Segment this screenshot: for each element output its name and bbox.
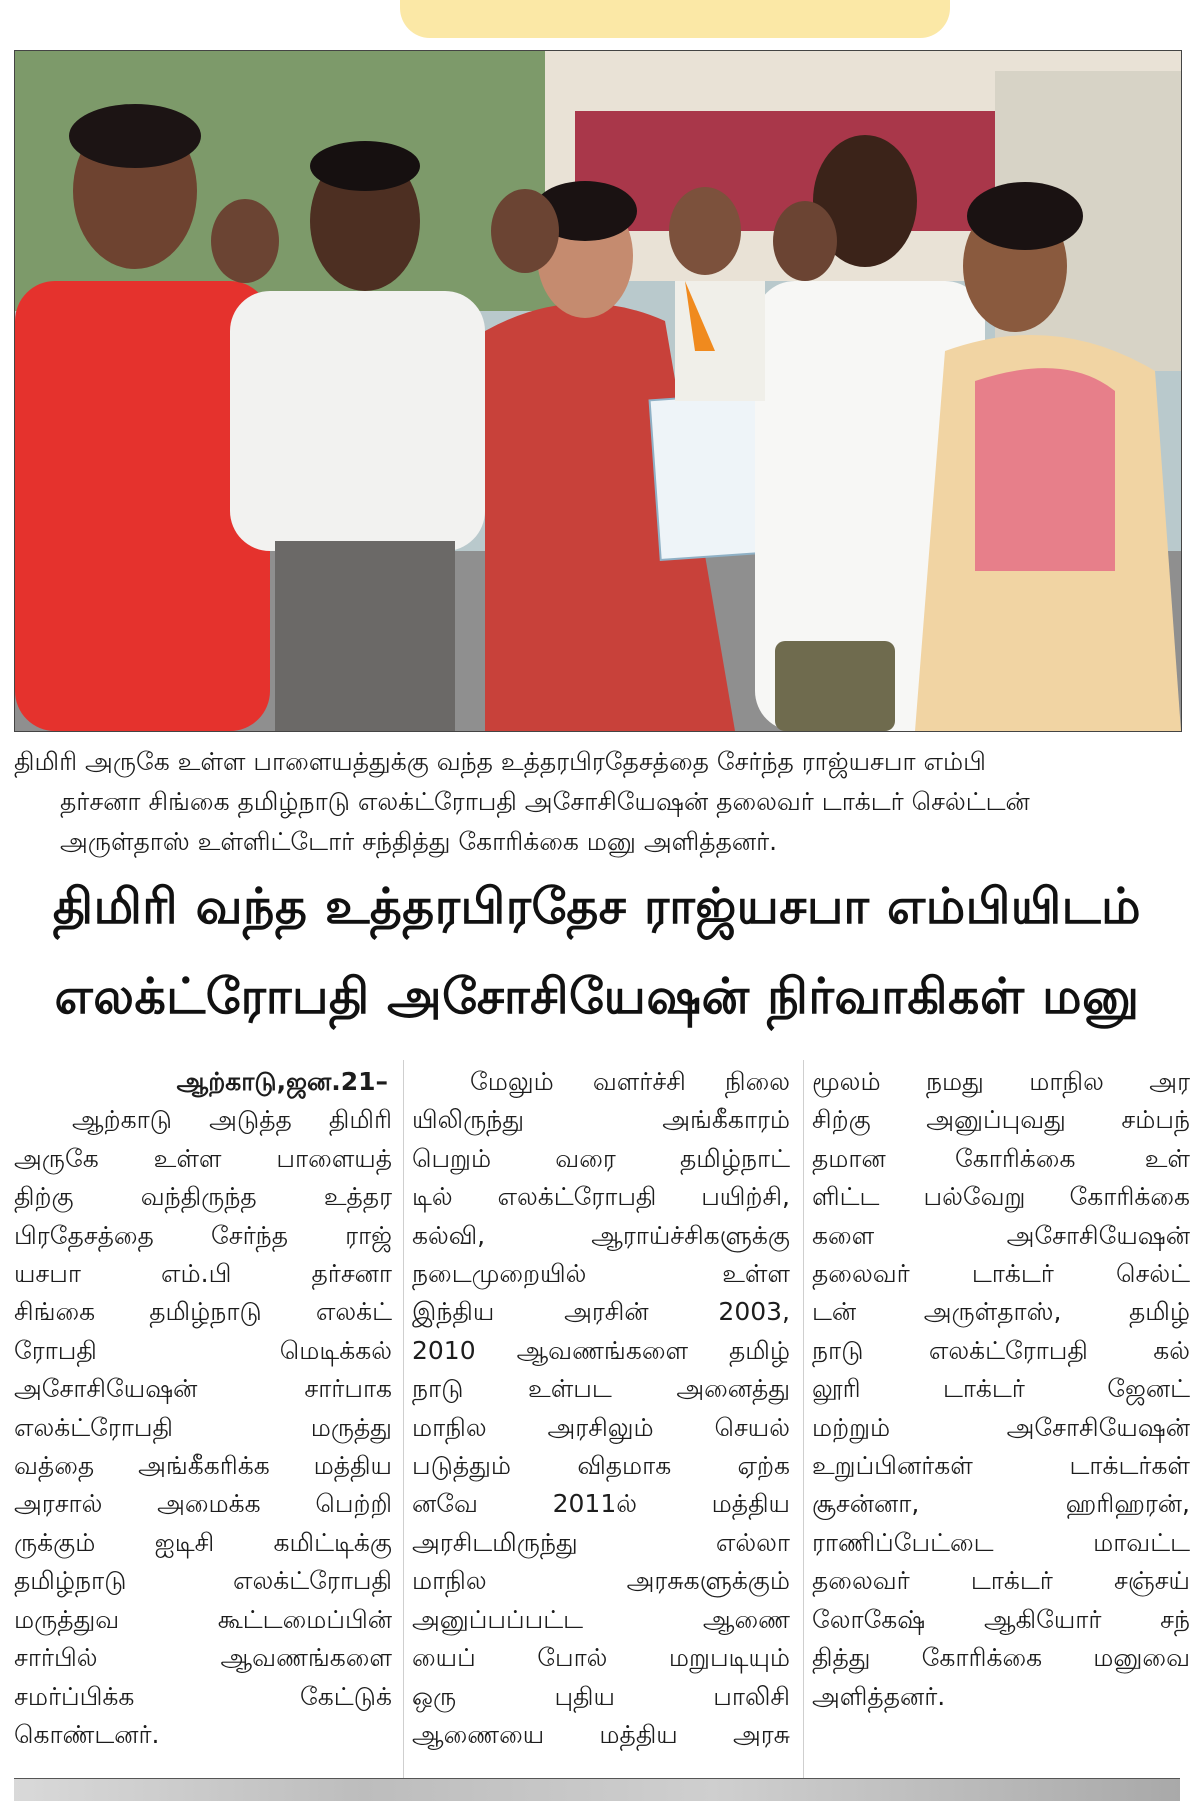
article-line: மாநில அரசுகளுக்கும் bbox=[412, 1566, 790, 1596]
article-line: அரசிடமிருந்து எல்லா bbox=[412, 1527, 790, 1557]
article-line: அருகே உள்ள பாளையத் bbox=[14, 1143, 392, 1173]
article-line: மருத்துவ கூட்டமைப்பின் bbox=[14, 1604, 392, 1634]
caption-line: திமிரி அருகே உள்ள பாளையத்துக்கு வந்த உத்தரபிரதேசத்தை சேர்ந்த ராஜ்யசபா எம்பி bbox=[14, 747, 986, 776]
article-line: தமிழ்நாடு எலக்ட்ரோபதி bbox=[14, 1566, 392, 1596]
article-line: தலைவர் டாக்டர் செல்ட் bbox=[812, 1259, 1190, 1289]
article-line: ஆற்காடு அடுத்த திமிரி bbox=[72, 1105, 392, 1135]
article-line: ஒரு புதிய பாலிசி bbox=[412, 1681, 790, 1711]
article-line: வத்தை அங்கீகரிக்க மத்திய bbox=[14, 1451, 392, 1481]
article-line: தமான கோரிக்கை உள் bbox=[812, 1143, 1190, 1173]
article-line: இந்திய அரசின் 2003, bbox=[412, 1297, 790, 1327]
article-line: சிங்கை தமிழ்நாடு எலக்ட் bbox=[14, 1297, 392, 1327]
photo-caption bbox=[14, 742, 1180, 862]
caption-line: அருள்தாஸ் உள்ளிட்டோர் சந்தித்து கோரிக்கை மனு அளித்தனர். bbox=[60, 827, 778, 856]
article-column-2 bbox=[412, 1063, 790, 1754]
article-line: நடைமுறையில் உள்ள bbox=[412, 1259, 790, 1289]
article-line: எலக்ட்ரோபதி மருத்து bbox=[14, 1412, 392, 1442]
article-line: அரசால் அமைக்க பெற்றி bbox=[14, 1489, 392, 1519]
article-line: ஆணையை மத்திய அரசு bbox=[412, 1719, 790, 1749]
dateline: ஆற்காடு,ஜன.21– bbox=[176, 1067, 388, 1096]
article-line: ரோபதி மெடிக்கல் bbox=[14, 1335, 392, 1365]
article-line: தித்து கோரிக்கை மனுவை bbox=[812, 1643, 1190, 1673]
article-line: அனுப்பப்பட்ட ஆணை bbox=[412, 1604, 790, 1634]
article-line: மாநில அரசிலும் செயல் bbox=[412, 1412, 790, 1442]
article-line: டன் அருள்தாஸ், தமிழ் bbox=[812, 1297, 1190, 1327]
article-line: ருக்கும் ஐடிசி கமிட்டிக்கு bbox=[14, 1527, 392, 1557]
news-photo-illustration bbox=[15, 51, 1181, 731]
article-line: மேலும் வளர்ச்சி நிலை bbox=[470, 1067, 790, 1096]
article-line: மற்றும் அசோசியேஷன் bbox=[812, 1412, 1190, 1442]
article-line: கல்வி, ஆராய்ச்சிகளுக்கு bbox=[412, 1220, 790, 1250]
article-line: களை அசோசியேஷன் bbox=[812, 1220, 1190, 1250]
article-line: சமர்ப்பிக்க கேட்டுக் bbox=[14, 1681, 392, 1711]
headline-line: திமிரி வந்த உத்தரபிரதேச ராஜ்யசபா எம்பியிடம் bbox=[52, 878, 1142, 935]
article-line: யிலிருந்து அங்கீகாரம் bbox=[412, 1105, 790, 1135]
article-line: நாடு எலக்ட்ரோபதி கல் bbox=[812, 1335, 1190, 1365]
article-column-1 bbox=[14, 1063, 392, 1754]
article-line: சிற்கு அனுப்புவது சம்பந் bbox=[812, 1105, 1190, 1135]
article-line: படுத்தும் விதமாக ஏற்க bbox=[412, 1451, 790, 1481]
headline bbox=[14, 862, 1180, 1042]
article-line: யைப் போல் மறுபடியும் bbox=[412, 1643, 790, 1673]
column-divider bbox=[403, 1060, 404, 1780]
article-line: யசபா எம்.பி தர்சனா bbox=[14, 1259, 392, 1289]
article-line: உறுப்பினர்கள் டாக்டர்கள் bbox=[812, 1451, 1190, 1481]
next-photo-edge bbox=[14, 1778, 1180, 1801]
column-divider bbox=[803, 1060, 804, 1780]
article-line: ராணிப்பேட்டை மாவட்ட bbox=[812, 1527, 1190, 1557]
article-line: நாடு உள்பட அனைத்து bbox=[412, 1374, 790, 1404]
header-tab bbox=[400, 0, 950, 38]
article-line: டில் எலக்ட்ரோபதி பயிற்சி, bbox=[412, 1182, 790, 1212]
article-line: பெறும் வரை தமிழ்நாட் bbox=[412, 1143, 790, 1173]
article-line: மூலம் நமது மாநில அர bbox=[812, 1067, 1190, 1096]
news-photo bbox=[14, 50, 1182, 732]
article-column-3 bbox=[812, 1063, 1190, 1716]
article-line: அளித்தனர். bbox=[812, 1681, 946, 1711]
article-line: சார்பில் ஆவணங்களை bbox=[14, 1643, 392, 1673]
article-line: திற்கு வந்திருந்த உத்தர bbox=[14, 1182, 392, 1212]
article-line: சூசன்னா, ஹரிஹரன், bbox=[812, 1489, 1190, 1519]
article-line: 2010 ஆவணங்களை தமிழ் bbox=[412, 1335, 790, 1365]
article-line: ளிட்ட பல்வேறு கோரிக்கை bbox=[812, 1182, 1190, 1212]
caption-line: தர்சனா சிங்கை தமிழ்நாடு எலக்ட்ரோபதி அசோசியேஷன் தலைவர் டாக்டர் செல்ட்டன் bbox=[60, 787, 1030, 816]
article-line: லூரி டாக்டர் ஜேனட் bbox=[812, 1374, 1190, 1404]
headline-line: எலக்ட்ரோபதி அசோசியேஷன் நிர்வாகிகள் மனு bbox=[54, 968, 1140, 1025]
article-line: அசோசியேஷன் சார்பாக bbox=[14, 1374, 392, 1404]
article-line: கொண்டனர். bbox=[14, 1719, 160, 1749]
article-line: லோகேஷ் ஆகியோர் சந் bbox=[812, 1604, 1190, 1634]
article-line: னவே 2011ல் மத்திய bbox=[412, 1489, 790, 1519]
article-line: தலைவர் டாக்டர் சஞ்சய் bbox=[812, 1566, 1190, 1596]
article-line: பிரதேசத்தை சேர்ந்த ராஜ் bbox=[14, 1220, 392, 1250]
